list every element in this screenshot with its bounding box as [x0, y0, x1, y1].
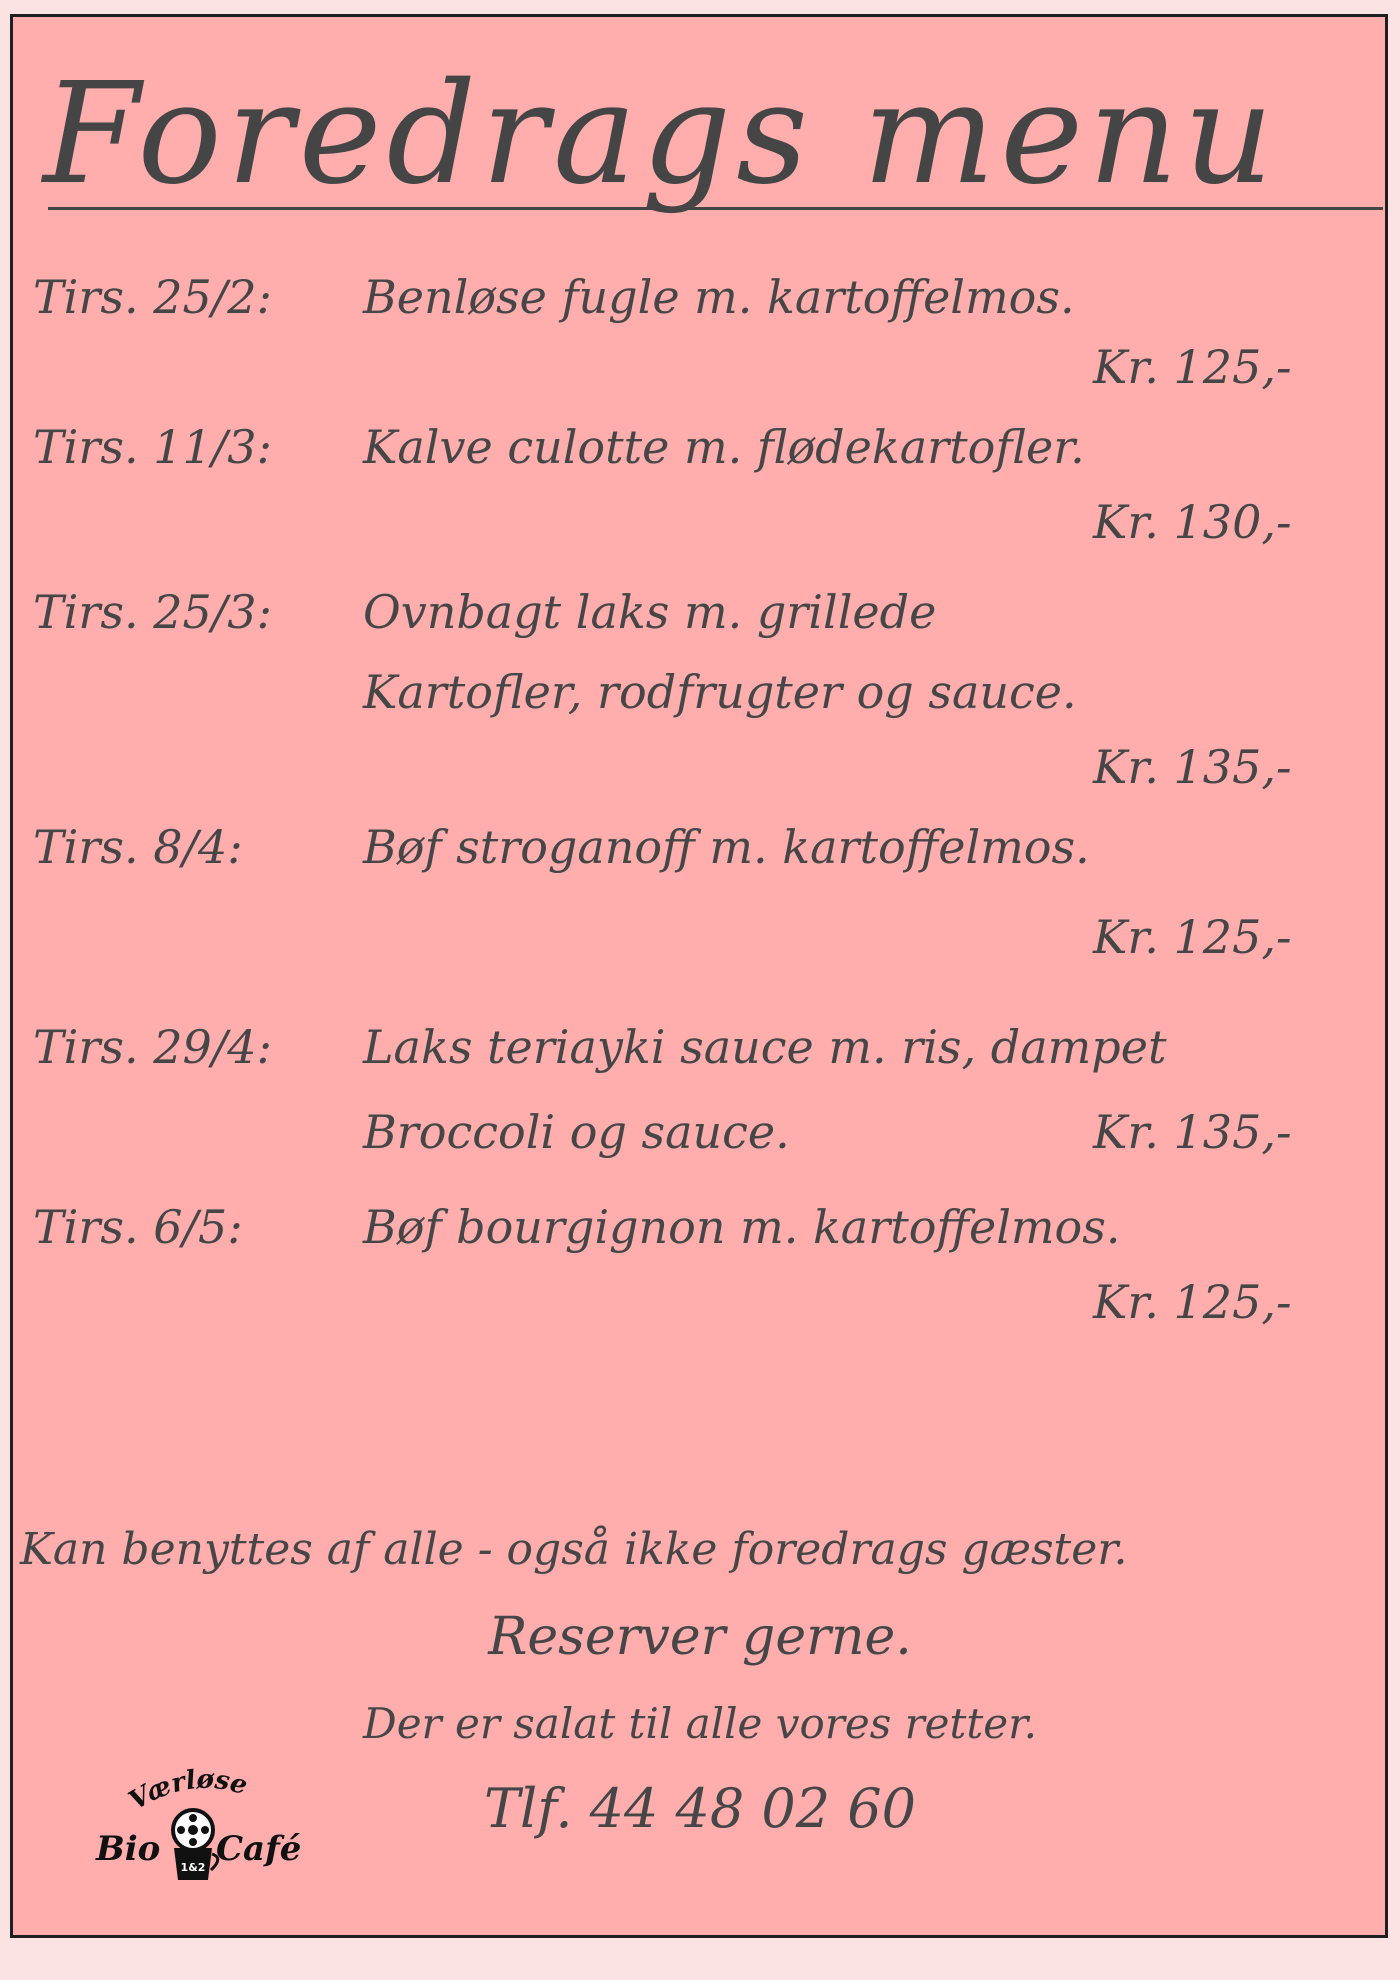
bio-cafe-logo	[90, 1760, 310, 1890]
logo-badge-text: 1&2	[180, 1861, 206, 1874]
menu-item-dish: Benløse fugle m. kartoffelmos.	[363, 270, 1075, 324]
menu-item-date: Tirs. 11/3:	[33, 420, 273, 474]
menu-item-price: Kr. 125,-	[1093, 1275, 1292, 1329]
film-reel-cup-icon	[90, 1760, 310, 1890]
menu-item-date: Tirs. 8/4:	[33, 820, 243, 874]
menu-item-price: Kr. 135,-	[1093, 740, 1292, 794]
menu-item-price: Kr. 125,-	[1093, 340, 1292, 394]
menu-item-date: Tirs. 6/5:	[33, 1200, 243, 1254]
audience-note: Kan benyttes af alle - også ikke foredrags gæster.	[20, 1524, 1128, 1575]
menu-item-price: Kr. 135,-	[1093, 1105, 1292, 1159]
menu-item-date: Tirs. 25/3:	[33, 585, 273, 639]
menu-item-dish: Bøf bourgignon m. kartoffelmos.	[363, 1200, 1121, 1254]
menu-item-dish: Kalve culotte m. flødekartofler.	[363, 420, 1085, 474]
menu-item-dish-line-2: Broccoli og sauce.	[363, 1105, 790, 1159]
menu-item-price: Kr. 125,-	[1093, 910, 1292, 964]
logo-left-text: Bio	[96, 1829, 161, 1869]
menu-item-dish-line-2: Kartofler, rodfrugter og sauce.	[363, 665, 1077, 719]
salad-note: Der er salat til alle vores retter.	[363, 1699, 1037, 1748]
menu-item-price: Kr. 130,-	[1093, 495, 1292, 549]
title-underline	[48, 207, 1383, 210]
menu-item-date: Tirs. 25/2:	[33, 270, 273, 324]
menu-item-dish: Bøf stroganoff m. kartoffelmos.	[363, 820, 1090, 874]
logo-top-text: Værløse	[123, 1764, 251, 1817]
phone-number: Tlf. 44 48 02 60	[483, 1777, 917, 1840]
menu-item-date: Tirs. 29/4:	[33, 1020, 273, 1074]
menu-item-dish: Laks teriayki sauce m. ris, dampet	[363, 1020, 1167, 1074]
menu-item-dish: Ovnbagt laks m. grillede	[363, 585, 937, 639]
reservation-note: Reserver gerne.	[488, 1607, 912, 1667]
menu-title: Foredrags menu	[43, 53, 1279, 216]
logo-right-text: Café	[216, 1829, 302, 1869]
